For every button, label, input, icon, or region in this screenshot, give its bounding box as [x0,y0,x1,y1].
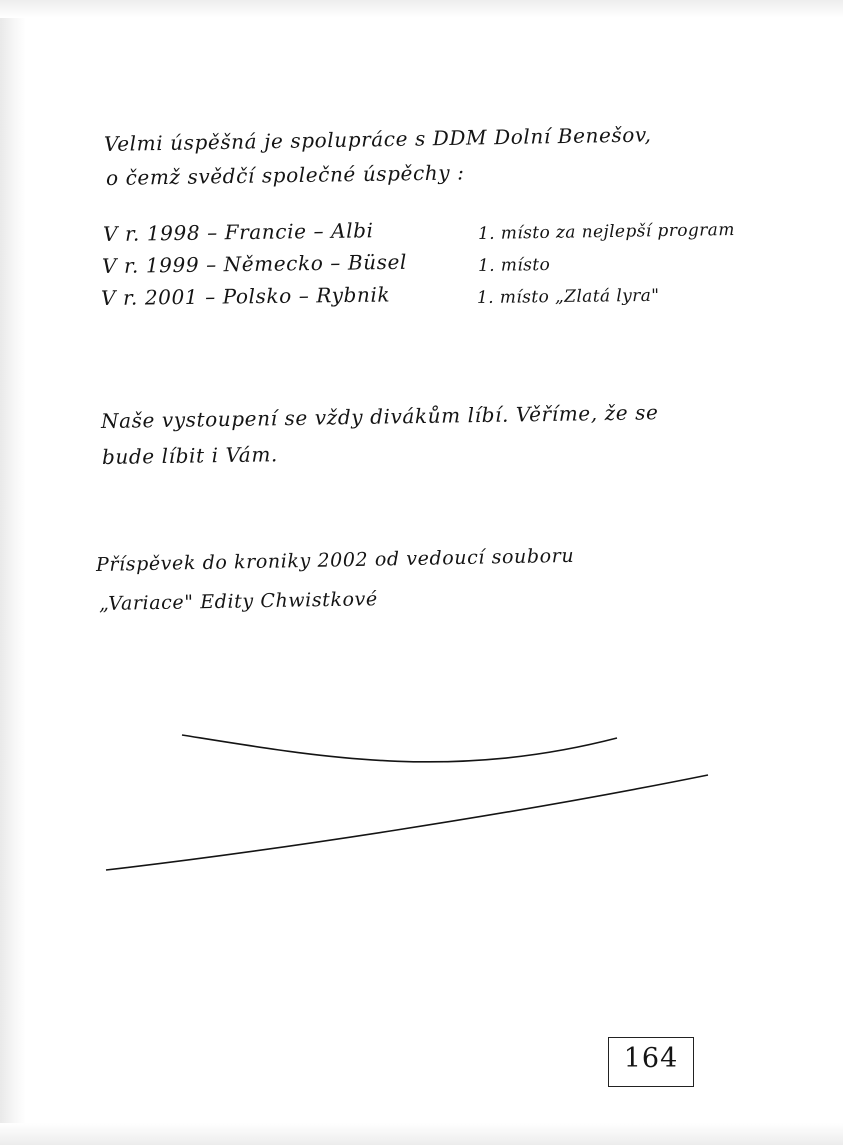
result-row-3-right: 1. místo „Zlatá lyra" [476,285,660,308]
result-row-2-right: 1. místo [477,254,551,276]
scan-shadow-top [0,0,843,18]
paragraph1-line1: Velmi úspěšná je spolupráce s DDM Dolní Benešov, [103,122,652,156]
scan-shadow-bottom [0,1123,843,1145]
paragraph1-line2: o čemž svědčí společné úspěchy : [105,160,465,190]
result-row-3-left: V r. 2001 – Polsko – Rybnik [100,282,391,310]
paragraph3-line2: „Variace" Edity Chwistkové [98,588,378,615]
result-row-1-left: V r. 1998 – Francie – Albi [102,218,374,246]
paragraph3-line1: Příspěvek do kroniky 2002 od vedoucí souboru [95,544,575,576]
result-row-2-left: V r. 1999 – Německo – Büsel [101,249,408,278]
paragraph2-line1: Naše vystoupení se vždy divákům líbí. Věříme, že se [100,400,659,433]
handwritten-flourish-lines [90,715,740,885]
result-row-1-right: 1. místo za nejlepší program [477,219,735,244]
paragraph2-line2: bude líbit i Vám. [101,442,279,469]
page-number: 164 [623,1043,679,1074]
scan-shadow-left [0,0,26,1145]
